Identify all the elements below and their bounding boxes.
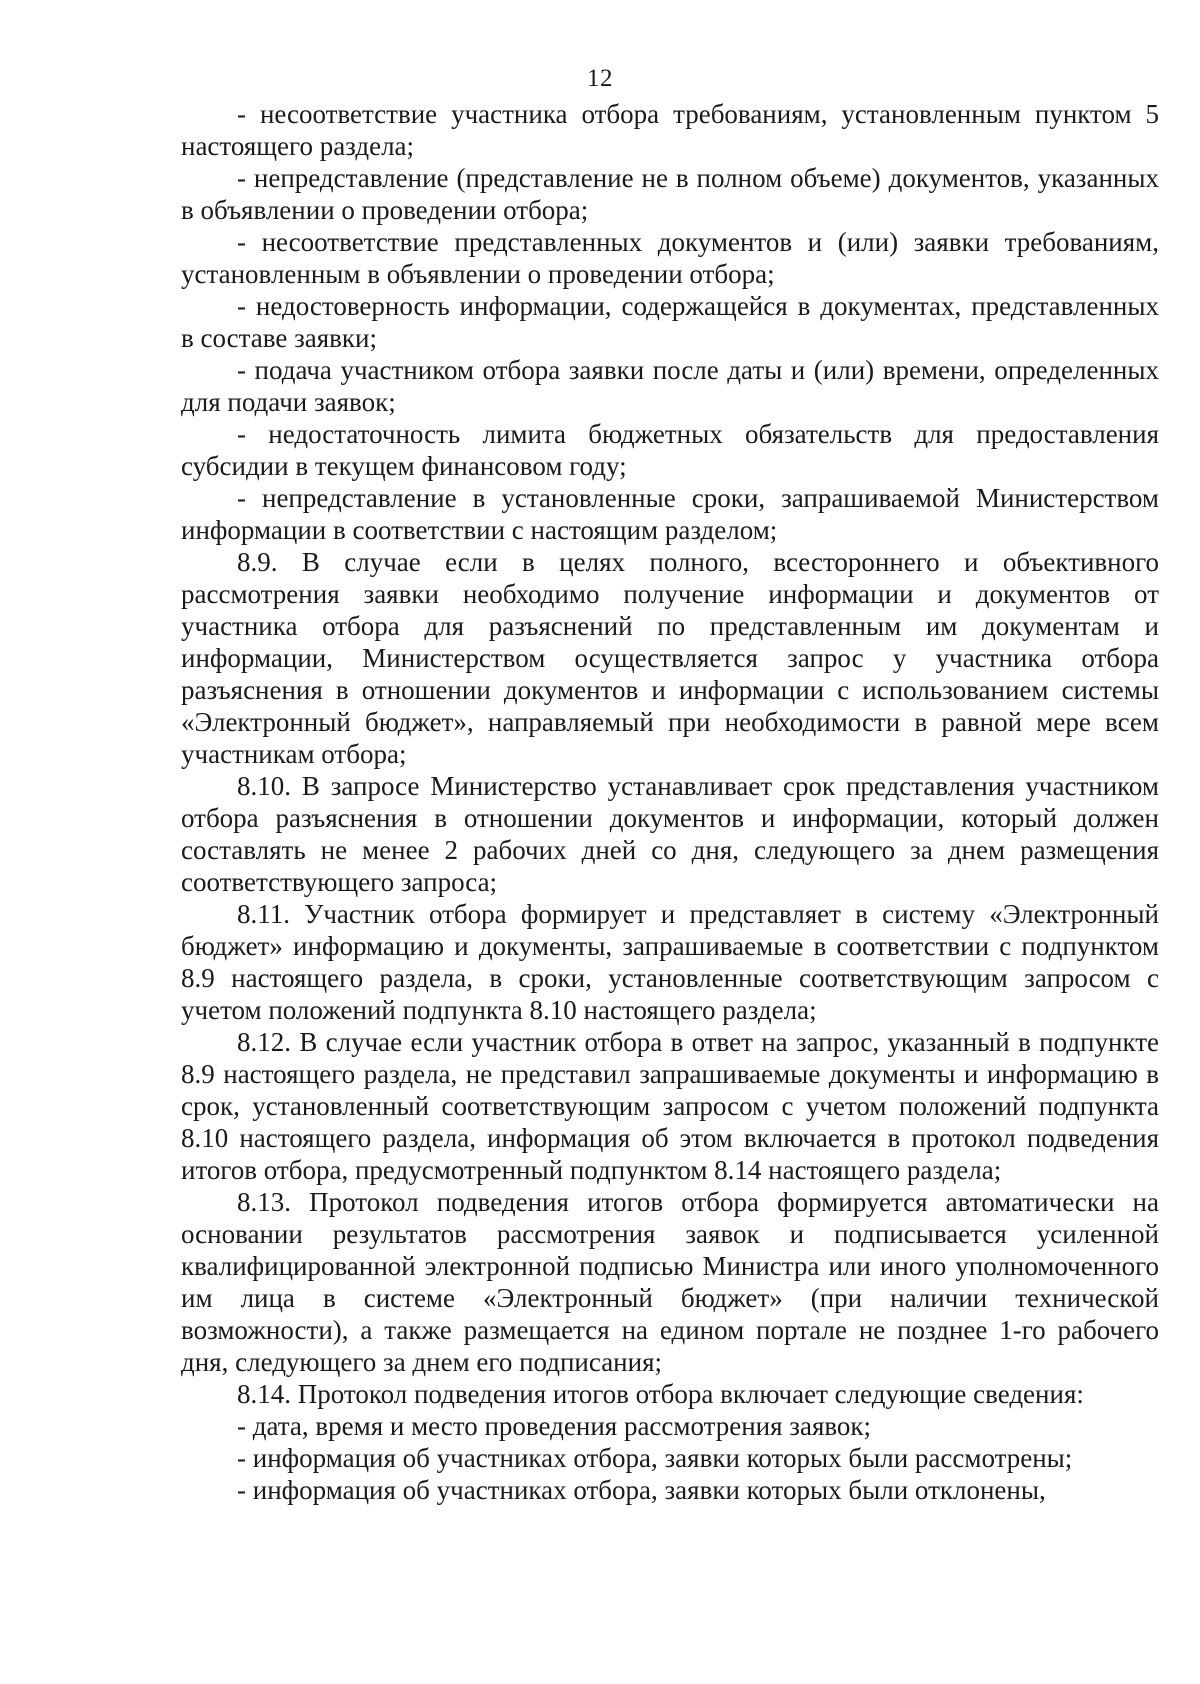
paragraph: - непредставление в установленные сроки, запрашиваемой Министерством информации в соответствии с настоящим разделом; bbox=[181, 483, 1159, 545]
paragraph: - непредставление (представление не в полном объеме) документов, указанных в объявлении о проведении отбора; bbox=[181, 163, 1159, 225]
paragraph-8-14: 8.14. Протокол подведения итогов отбора включает следующие сведения: bbox=[237, 1379, 1084, 1409]
paragraph-8-11: 8.11. Участник отбора формирует и представляет в систему «Электронный бюджет» информацию и документы, запрашиваемые в соответствии с подпунктом 8.9 настоящего раздела, в сроки, установленные соответствующим запросом с учетом положений подпункта 8.10 настоящего раздела; bbox=[181, 899, 1159, 1025]
paragraph: - дата, время и место проведения рассмотрения заявок; bbox=[237, 1411, 872, 1441]
paragraph: - подача участником отбора заявки после даты и (или) времени, определенных для подачи заявок; bbox=[181, 355, 1159, 417]
paragraph-8-9: 8.9. В случае если в целях полного, всестороннего и объективного рассмотрения заявки необходимо получение информации и документов от участника отбора для разъяснений по представленным им документам и информации, Министерством осуществляется запрос у участника отбора разъяснения в отношении документов и информации с использованием системы «Электронный бюджет», направляемый при необходимости в равной мере всем участникам отбора; bbox=[181, 547, 1159, 769]
document-body bbox=[181, 98, 1159, 1506]
paragraph-8-12: 8.12. В случае если участник отбора в ответ на запрос, указанный в подпункте 8.9 настоящего раздела, не представил запрашиваемые документы и информацию в срок, установленный соответствующим запросом с учетом положений подпункта 8.10 настоящего раздела, информация об этом включается в протокол подведения итогов отбора, предусмотренный подпунктом 8.14 настоящего раздела; bbox=[181, 1027, 1159, 1185]
paragraph: - недостаточность лимита бюджетных обязательств для предоставления субсидии в текущем финансовом году; bbox=[181, 419, 1159, 481]
paragraph: - несоответствие участника отбора требованиям, установленным пунктом 5 настоящего раздела; bbox=[181, 99, 1159, 161]
paragraph-8-10: 8.10. В запросе Министерство устанавливает срок представления участником отбора разъяснения в отношении документов и информации, который должен составлять не менее 2 рабочих дней со дня, следующего за днем размещения соответствующего запроса; bbox=[181, 771, 1159, 897]
paragraph: - недостоверность информации, содержащейся в документах, представленных в составе заявки; bbox=[181, 291, 1159, 353]
paragraph: - несоответствие представленных документов и (или) заявки требованиям, установленным в объявлении о проведении отбора; bbox=[181, 227, 1159, 289]
page-number: 12 bbox=[587, 65, 613, 92]
paragraph-8-13: 8.13. Протокол подведения итогов отбора формируется автоматически на основании результатов рассмотрения заявок и подписывается усиленной квалифицированной электронной подписью Министра или иного уполномоченного им лица в системе «Электронный бюджет» (при наличии технической возможности), а также размещается на едином портале не позднее 1-го рабочего дня, следующего за днем его подписания; bbox=[181, 1187, 1159, 1377]
paragraph: - информация об участниках отбора, заявки которых были рассмотрены; bbox=[237, 1443, 1073, 1473]
paragraph: - информация об участниках отбора, заявки которых были отклонены, bbox=[237, 1475, 1046, 1505]
